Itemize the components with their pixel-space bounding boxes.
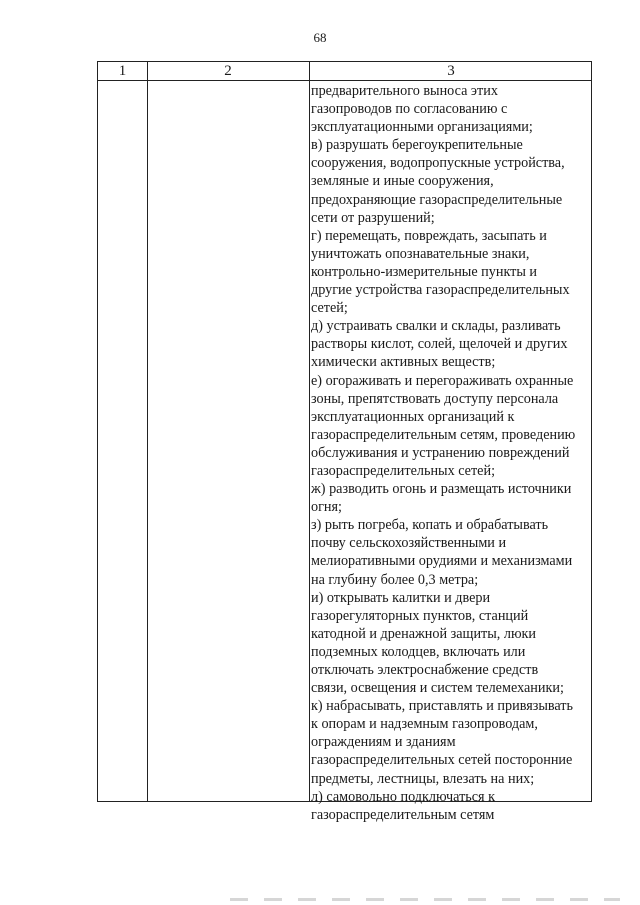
column-divider-1 [147,62,148,801]
text-line: другие устройства газораспределительных [311,282,570,299]
text-line: контрольно-измерительные пункты и [311,263,538,280]
column-header-2: 2 [224,63,232,79]
text-line: предварительного выноса этих [311,83,498,99]
text-line: земляные и иные сооружения, [311,173,494,190]
document-table [97,61,592,823]
scan-artifact [230,898,620,901]
text-line: газопроводов по согласованию с [311,101,508,118]
text-line: газораспределительным сетям [311,806,495,823]
text-line: з) рыть погреба, копать и обрабатывать [311,517,549,534]
text-line: ж) разводить огонь и размещать источники [311,481,572,498]
text-line: уничтожать опознавательные знаки, [311,245,530,262]
text-line: газораспределительным сетям, проведению [311,426,576,443]
text-line: газорегуляторных пунктов, станций [311,607,529,624]
text-line: газораспределительных сетей; [311,462,496,479]
column-3-text [311,82,593,824]
text-line: г) перемещать, повреждать, засыпать и [311,227,547,244]
text-line: газораспределительных сетей посторонние [311,752,573,769]
text-line: на глубину более 0,3 метра; [311,571,479,588]
text-line: катодной и дренажной защиты, люки [311,625,537,642]
text-line: сетей; [311,300,348,317]
text-line: предметы, лестницы, влезать на них; [311,770,535,787]
text-line: в) разрушать берегоукрепительные [311,137,523,154]
text-line: эксплуатационных организаций к [311,408,515,425]
text-line: к опорам и надземным газопроводам, [311,716,538,733]
text-line: и) открывать калитки и двери [311,589,491,606]
text-line: сети от разрушений; [311,209,435,226]
column-header-3: 3 [447,63,455,79]
text-line: огня; [311,499,342,516]
text-line: е) огораживать и перегораживать охранные [311,372,574,389]
column-divider-2 [309,62,310,801]
text-line: подземных колодцев, включать или [311,643,526,660]
text-line: предохраняющие газораспределительные [311,191,563,208]
text-line: обслуживания и устранению повреждений [311,444,570,461]
text-line: д) устраивать свалки и склады, разливать [311,318,561,335]
text-line: зоны, препятствовать доступу персонала [311,390,559,407]
text-line: ограждениям и зданиям [311,734,456,751]
column-header-1: 1 [118,63,127,79]
text-line: почву сельскохозяйственными и [311,535,507,552]
text-line: л) самовольно подключаться к [311,788,496,805]
text-line: эксплуатационными организациями; [311,119,533,136]
text-line: мелиоративными орудиями и механизмами [311,553,573,570]
text-line: сооружения, водопропускные устройства, [311,155,565,172]
page-number: 68 [313,30,327,45]
header-divider [98,80,591,81]
text-line: к) набрасывать, приставлять и привязывать [311,698,573,715]
text-line: отключать электроснабжение средств [311,662,539,678]
text-line: связи, освещения и систем телемеханики; [311,680,564,697]
text-line: химически активных веществ; [311,354,496,371]
text-line: растворы кислот, солей, щелочей и других [311,336,568,353]
